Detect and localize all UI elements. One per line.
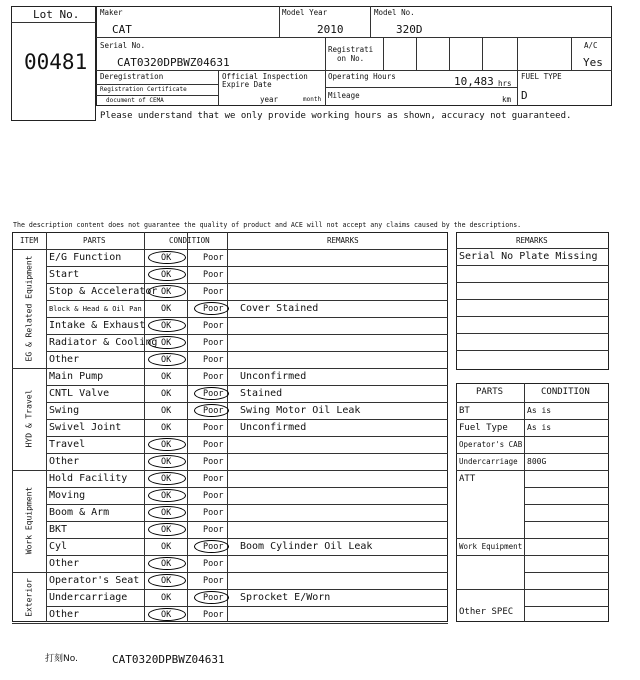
fuel-type-value: D [521, 89, 528, 102]
maker-value: CAT [112, 23, 132, 36]
part-name: CNTL Valve [49, 388, 110, 399]
year-label: year [260, 95, 279, 104]
part-name: Moving [49, 490, 86, 501]
poor-option: Poor [203, 270, 224, 280]
serial-label: Serial No. [100, 41, 146, 50]
right-remarks-header: REMARKS [516, 236, 548, 245]
model-year-label: Model Year [282, 8, 328, 17]
poor-selected-circle [194, 540, 229, 553]
hrs-unit: hrs [498, 79, 512, 88]
table-row [46, 606, 448, 623]
operating-hours-label: Operating Hours [328, 72, 396, 81]
poor-option: Poor [203, 423, 224, 433]
ok-option: OK [161, 559, 172, 569]
right-part-name: Fuel Type [459, 423, 508, 433]
section-label: Exterior [24, 577, 34, 617]
table-row [46, 351, 448, 368]
part-name: Radiator & Cooling [49, 337, 158, 348]
header-item: ITEM [20, 236, 39, 245]
part-name: Operator's Seat [49, 575, 140, 586]
remark-text: Swing Motor Oil Leak [240, 405, 361, 416]
right-other-spec: Other SPEC [459, 607, 514, 617]
poor-option: Poor [203, 593, 224, 603]
ac-label: A/C [584, 41, 598, 50]
part-name: Swivel Joint [49, 422, 122, 433]
ok-option: OK [161, 338, 172, 348]
ok-selected-circle [148, 557, 186, 570]
table-row [46, 453, 448, 470]
disclaimer: The description content does not guarantee the quality of product and ACE will not accept any claims caused by the descriptions. [13, 221, 522, 229]
remark-text: Sprocket E/Worn [240, 592, 331, 603]
poor-option: Poor [203, 389, 224, 399]
ok-selected-circle [148, 285, 186, 298]
poor-option: Poor [203, 559, 224, 569]
part-name: Other [49, 609, 80, 620]
inspection-label: Official Inspection Expire Date [222, 72, 308, 90]
section-label: Work Equipment [24, 486, 34, 555]
ok-selected-circle [148, 489, 186, 502]
poor-option: Poor [203, 457, 224, 467]
part-name: BKT [49, 524, 68, 535]
poor-selected-circle [194, 404, 229, 417]
remark-text: Boom Cylinder Oil Leak [240, 541, 373, 552]
part-name: Other [49, 354, 80, 365]
ok-option: OK [161, 593, 172, 603]
right-parts-header: PARTS [476, 387, 504, 397]
ok-option: OK [161, 491, 172, 501]
right-condition-header: CONDITION [541, 387, 590, 397]
ok-selected-circle [148, 319, 186, 332]
part-name: Block & Head & Oil Pan [49, 305, 142, 313]
poor-option: Poor [203, 355, 224, 365]
right-part-condition: As is [527, 406, 552, 415]
model-no-label: Model No. [374, 8, 415, 17]
table-row [46, 266, 448, 283]
part-name: Start [49, 269, 80, 280]
ok-option: OK [161, 576, 172, 586]
table-row [46, 555, 448, 572]
poor-option: Poor [203, 610, 224, 620]
poor-option: Poor [203, 440, 224, 450]
ok-option: OK [161, 355, 172, 365]
right-work-equipment: Work Equipment [459, 542, 523, 551]
poor-option: Poor [203, 474, 224, 484]
ok-option: OK [161, 321, 172, 331]
part-name: E/G Function [49, 252, 122, 263]
ok-option: OK [161, 406, 172, 416]
ok-selected-circle [148, 336, 186, 349]
poor-option: Poor [203, 253, 224, 263]
ok-selected-circle [148, 455, 186, 468]
poor-option: Poor [203, 321, 224, 331]
ok-option: OK [161, 542, 172, 552]
poor-option: Poor [203, 542, 224, 552]
header-remarks: REMARKS [327, 236, 359, 245]
registration-certificate-label: Registration Certificate [100, 86, 187, 93]
model-year-value: 2010 [317, 23, 344, 36]
cema-document-label: document of CEMA [106, 97, 164, 104]
remark-text: Unconfirmed [240, 371, 307, 382]
poor-option: Poor [203, 525, 224, 535]
part-name: Main Pump [49, 371, 104, 382]
ok-selected-circle [148, 506, 186, 519]
maker-label: Maker [100, 8, 123, 17]
part-name: Undercarriage [49, 592, 128, 603]
poor-option: Poor [203, 491, 224, 501]
header-condition: CONDITION [169, 236, 210, 245]
poor-option: Poor [203, 508, 224, 518]
right-part-name: BT [459, 406, 470, 416]
part-name: Intake & Exhaust [49, 320, 146, 331]
operating-hours-value: 10,483 [454, 75, 494, 88]
mileage-label: Mileage [328, 91, 360, 100]
ok-option: OK [161, 440, 172, 450]
part-name: Boom & Arm [49, 507, 110, 518]
poor-option: Poor [203, 372, 224, 382]
ok-option: OK [161, 253, 172, 263]
poor-option: Poor [203, 338, 224, 348]
right-part-condition: 800G [527, 457, 547, 466]
ok-option: OK [161, 287, 172, 297]
part-name: Stop & Accelerator [49, 286, 158, 297]
lot-no-label: Lot No. [33, 8, 80, 21]
footer-value: CAT0320DPBWZ04631 [112, 653, 225, 666]
ok-option: OK [161, 389, 172, 399]
part-name: Other [49, 558, 80, 569]
right-part-condition: As is [527, 423, 552, 432]
poor-selected-circle [194, 302, 229, 315]
ok-selected-circle [148, 353, 186, 366]
ok-selected-circle [148, 268, 186, 281]
ok-selected-circle [148, 438, 186, 451]
poor-option: Poor [203, 304, 224, 314]
model-no-value: 320D [396, 23, 423, 36]
right-part-name: Undercarriage [459, 457, 518, 466]
part-name: Hold Facility [49, 473, 128, 484]
footer-label: 打刻No. [45, 654, 78, 664]
ok-selected-circle [148, 251, 186, 264]
ok-option: OK [161, 474, 172, 484]
ok-option: OK [161, 304, 172, 314]
serial-value: CAT0320DPBWZ04631 [117, 56, 230, 69]
km-unit: km [502, 95, 512, 104]
remark-text: Unconfirmed [240, 422, 307, 433]
table-row [46, 521, 448, 538]
part-name: Travel [49, 439, 86, 450]
right-part-name: Operator's CAB [459, 440, 523, 449]
fuel-type-label: FUEL TYPE [521, 72, 562, 81]
ok-selected-circle [148, 472, 186, 485]
part-name: Cyl [49, 541, 68, 552]
poor-option: Poor [203, 406, 224, 416]
ok-option: OK [161, 457, 172, 467]
ok-option: OK [161, 610, 172, 620]
month-label: month [303, 96, 322, 103]
right-part-name: ATT [459, 474, 476, 484]
section-label: HYD & Travel [24, 389, 34, 448]
poor-selected-circle [194, 591, 229, 604]
table-row [46, 436, 448, 453]
section-label: EG & Related Equipment [24, 255, 34, 361]
part-name: Other [49, 456, 80, 467]
ok-option: OK [161, 508, 172, 518]
part-name: Swing [49, 405, 80, 416]
ok-option: OK [161, 270, 172, 280]
lot-no: 00481 [24, 50, 88, 74]
table-row [46, 487, 448, 504]
ok-selected-circle [148, 608, 186, 621]
hours-note: Please understand that we only provide working hours as shown, accuracy not guaranteed. [100, 111, 572, 121]
poor-selected-circle [194, 387, 229, 400]
ac-value: Yes [583, 56, 603, 69]
ok-option: OK [161, 525, 172, 535]
ok-option: OK [161, 423, 172, 433]
remark-text: Cover Stained [240, 303, 319, 314]
ok-selected-circle [148, 523, 186, 536]
ok-option: OK [161, 372, 172, 382]
right-remarks-first: Serial No Plate Missing [459, 251, 598, 262]
deregistration-label: Deregistration [100, 72, 164, 81]
header-parts: PARTS [83, 236, 106, 245]
remark-text: Stained [240, 388, 283, 399]
poor-option: Poor [203, 287, 224, 297]
registration-label: Registrati on No. [328, 45, 374, 63]
poor-option: Poor [203, 576, 224, 586]
ok-selected-circle [148, 574, 186, 587]
